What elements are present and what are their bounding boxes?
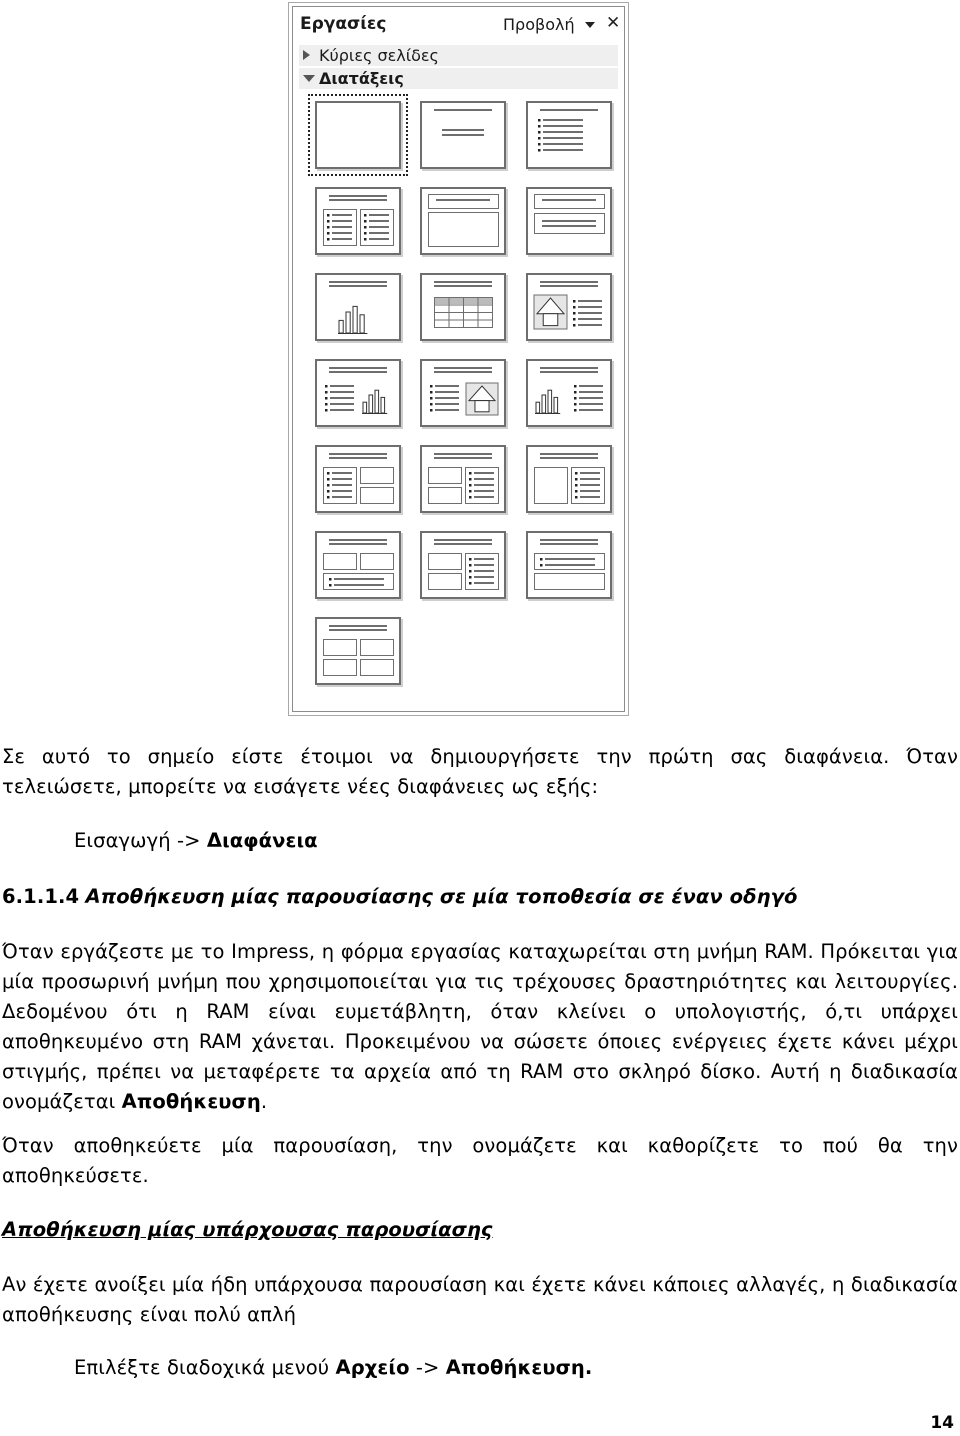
layout-title-top[interactable] <box>420 187 506 255</box>
paragraph-existing: Αν έχετε ανοίξει μία ήδη υπάρχουσα παρουσίαση και έχετε κάνει κάποιες αλλαγές, η διαδικασία αποθήκευσης είναι πολύ απλή <box>2 1273 958 1326</box>
section-label: Διατάξεις <box>319 69 404 88</box>
intro-line: τελειώσετε, μπορείτε να εισάγετε νέες διαφάνειες ως εξής: <box>2 775 599 798</box>
intro-line: Σε αυτό το σημείο είστε έτοιμοι να δημιουργήσετε την πρώτη σας διαφάνεια. Όταν <box>2 745 958 768</box>
section-layouts[interactable] <box>299 68 618 89</box>
tasks-panel <box>288 2 629 716</box>
menu-insert: Εισαγωγή <box>74 829 171 852</box>
layout-title-content-two[interactable] <box>315 445 401 513</box>
layout-title-image-content-icon <box>528 275 610 339</box>
chevron-down-icon[interactable] <box>585 22 595 28</box>
arrow-separator: -> <box>409 1356 446 1379</box>
layout-title-table-icon <box>422 275 504 339</box>
panel-header <box>293 7 624 41</box>
section-heading <box>2 882 958 912</box>
menu-path-save <box>74 1353 960 1383</box>
layout-title-two-content[interactable] <box>315 187 401 255</box>
layout-title-chart[interactable] <box>315 273 401 341</box>
layout-title-content-icon <box>528 103 610 167</box>
layout-title-content-image[interactable] <box>420 359 506 427</box>
layout-title-two-over-content[interactable] <box>315 531 401 599</box>
menu-slide: Διαφάνεια <box>206 829 318 852</box>
layout-title-two-over-content-alt[interactable] <box>420 531 506 599</box>
layout-title-only[interactable] <box>420 101 506 169</box>
view-menu-button[interactable]: Προβολή <box>503 15 575 34</box>
heading-text: Αποθήκευση μίας παρουσίασης σε μία τοποθεσία σε έναν οδηγό <box>85 885 798 908</box>
layout-title-four-content[interactable] <box>315 617 401 685</box>
paragraph-bold-term: Αποθήκευση <box>121 1090 261 1113</box>
paragraph-text: Όταν εργάζεστε με το Impress, η φόρμα εργασίας καταχωρείται στη μνήμη RAM. Πρόκειται για μία προσωρινή μνήμη που χρησιμοποιείται για τις τρέχουσες δραστηριότητες και λειτουργίες. Δεδομένου ότι η RAM είναι ευμετάβλητη, όταν κλείνει ο υπολογιστής, ό,τι υπάρχει αποθηκευμένο στη RAM χάνεται. Προκειμένου να σώσετε όποιες ενέργειες έχετε κάνει μέχρι στιγμής, πρέπει να μεταφέρετε τα αρχεία από τη RAM στο σκληρό δίσκο. Αυτή η διαδικασία ονομάζεται <box>2 940 958 1113</box>
layout-centered-text-icon <box>528 189 610 253</box>
menu-save: Αποθήκευση. <box>445 1356 593 1379</box>
layout-centered-text[interactable] <box>526 187 612 255</box>
heading-number: 6.1.1.4 <box>2 885 80 908</box>
layout-title-two-over-content-alt-icon <box>422 533 504 597</box>
paragraph-ram <box>2 937 958 1117</box>
paragraph-saving: Όταν αποθηκεύετε μία παρουσίαση, την ονομάζετε και καθορίζετε το πού θα την αποθηκεύσετε. <box>2 1134 958 1187</box>
layout-title-chart-content[interactable] <box>526 359 612 427</box>
arrow-separator: -> <box>170 829 207 852</box>
layout-blank[interactable] <box>315 101 401 169</box>
layout-blank-icon <box>317 103 399 167</box>
layout-title-two-content-right[interactable] <box>526 445 612 513</box>
menu-file: Αρχείο <box>335 1356 410 1379</box>
layout-title-content-two-icon <box>317 447 399 511</box>
layout-title-four-content-icon <box>317 619 399 683</box>
layout-title-text-below[interactable] <box>526 531 612 599</box>
layout-title-content-two-alt-icon <box>422 447 504 511</box>
layout-title-content-image-icon <box>422 361 504 425</box>
layout-title-image-content[interactable] <box>526 273 612 341</box>
layout-title-chart-content-icon <box>528 361 610 425</box>
close-icon[interactable]: ✕ <box>606 13 621 33</box>
layout-title-top-icon <box>422 189 504 253</box>
page-number: 14 <box>930 1413 954 1433</box>
collapse-arrow-icon[interactable] <box>303 75 315 82</box>
section-label: Κύριες σελίδες <box>319 46 439 65</box>
layout-title-two-over-content-icon <box>317 533 399 597</box>
layout-title-chart-icon <box>317 275 399 339</box>
layout-title-content[interactable] <box>526 101 612 169</box>
layout-title-text-below-icon <box>528 533 610 597</box>
tasks-panel-frame <box>292 6 625 712</box>
layout-title-only-icon <box>422 103 504 167</box>
layout-title-two-content-right-icon <box>528 447 610 511</box>
subheading: Αποθήκευση μίας υπάρχουσας παρουσίασης <box>2 1218 493 1241</box>
layout-title-two-content-icon <box>317 189 399 253</box>
paragraph-end: . <box>260 1090 268 1113</box>
panel-title: Εργασίες <box>300 14 387 34</box>
layout-title-content-chart-icon <box>317 361 399 425</box>
menu-instruction: Επιλέξτε διαδοχικά μενού <box>74 1356 336 1379</box>
expand-arrow-icon[interactable] <box>303 50 310 60</box>
intro-paragraph <box>2 742 958 802</box>
menu-path-insert <box>74 826 960 856</box>
section-master-pages[interactable] <box>299 45 618 66</box>
layout-title-table[interactable] <box>420 273 506 341</box>
layout-title-content-chart[interactable] <box>315 359 401 427</box>
layout-title-content-two-alt[interactable] <box>420 445 506 513</box>
